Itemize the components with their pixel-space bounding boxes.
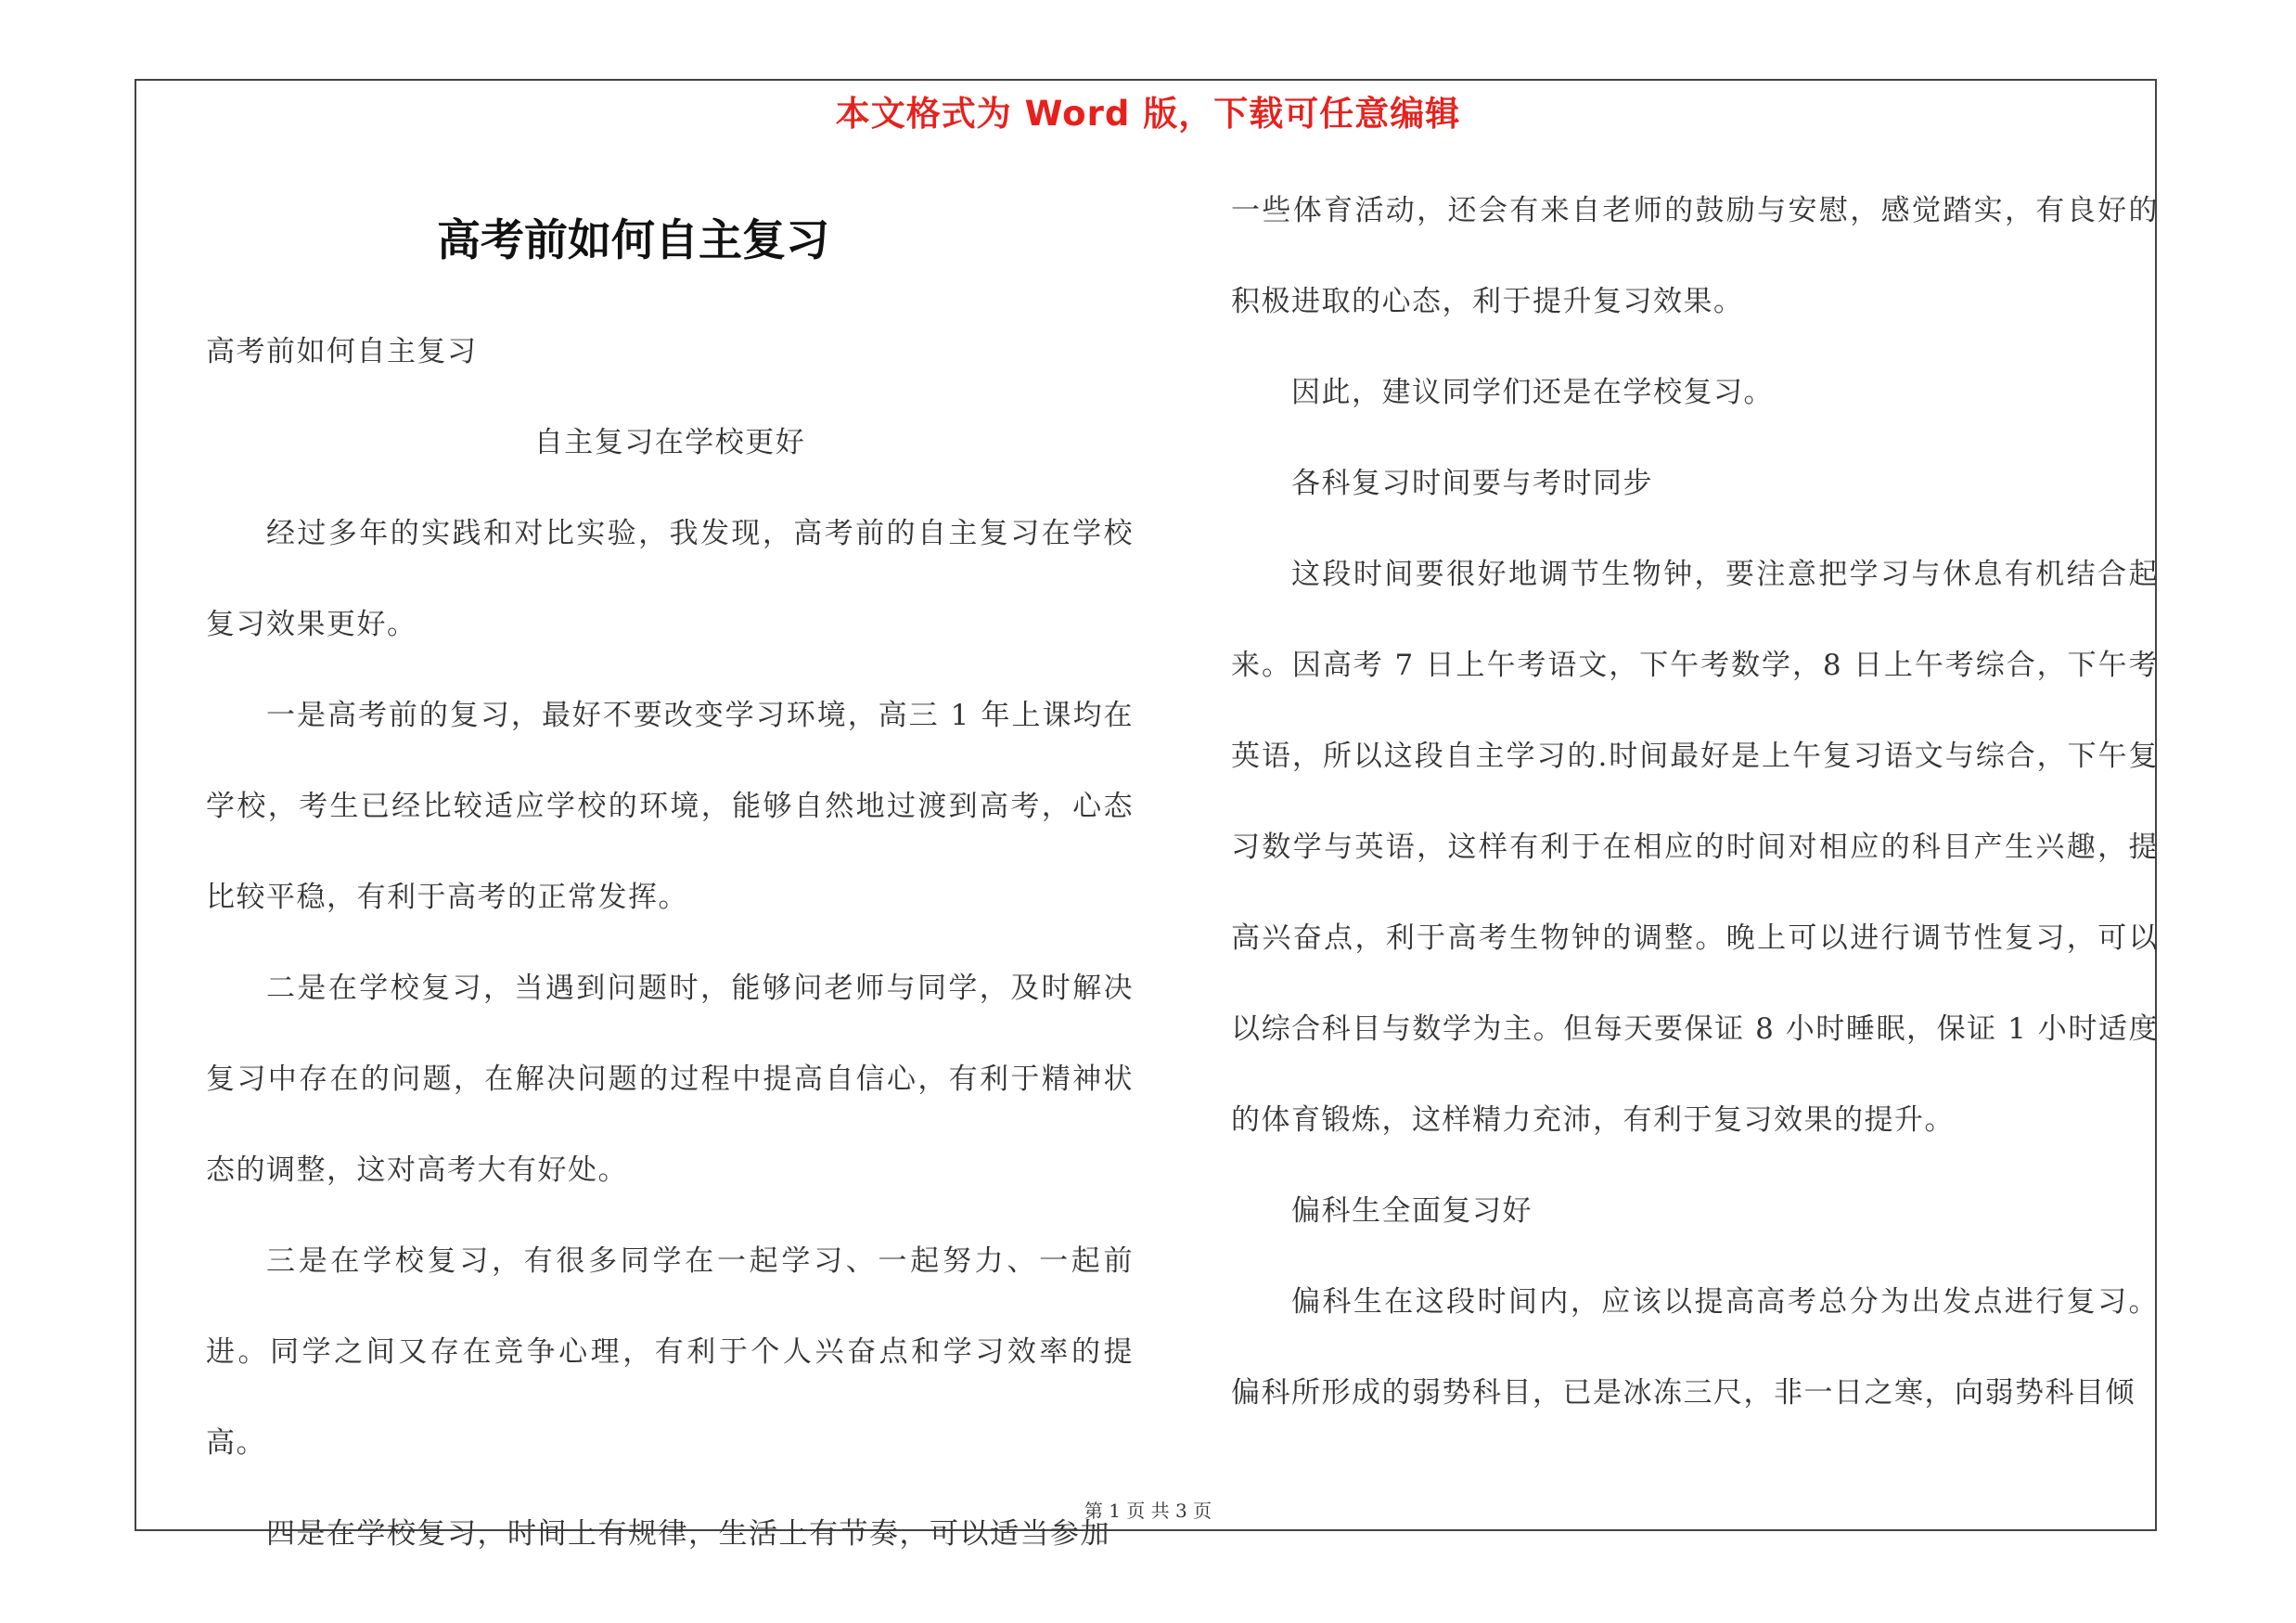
- paragraph: 三是在学校复习，有很多同学在一起学习、一起努力、一起前进。同学之间又存在竞争心理，有利于个人兴奋点和学习效率的提高。: [206, 1244, 1134, 1460]
- subtitle: 高考前如何自主复习: [206, 335, 478, 368]
- right-column: [1231, 165, 2159, 1438]
- paragraph: 偏科生在这段时间内，应该以提高高考总分为出发点进行复习。偏科所形成的弱势科目，已是冰冻三尺，非一日之寒，向弱势科目倾: [1231, 1285, 2159, 1410]
- paragraph: 因此，建议同学们还是在学校复习。: [1291, 376, 1774, 409]
- paragraph: 一是高考前的复习，最好不要改变学习环境，高三 1 年上课均在学校，考生已经比较适应学校的环境，能够自然地过渡到高考，心态比较平稳，有利于高考的正常发挥。: [206, 699, 1134, 914]
- format-banner: 本文格式为 Word 版，下载可任意编辑: [835, 94, 1461, 134]
- paragraph: 四是在学校复习，时间上有规律，生活上有节奏，可以适当参加: [266, 1517, 1110, 1551]
- paragraph: 经过多年的实践和对比实验，我发现，高考前的自主复习在学校复习效果更好。: [206, 517, 1134, 641]
- paragraph: 二是在学校复习，当遇到问题时，能够问老师与同学，及时解决复习中存在的问题，在解决问题的过程中提高自信心，有利于精神状态的调整，这对高考大有好处。: [206, 972, 1134, 1187]
- section-heading: 各科复习时间要与考时同步: [1291, 467, 1653, 500]
- paragraph: 这段时间要很好地调节生物钟，要注意把学习与休息有机结合起来。因高考 7 日上午考语文，下午考数学，8 日上午考综合，下午考英语，所以这段自主学习的.时间最好是上午复习语文与综合，下午复习数学与英语，这样有利于在相应的时间对相应的科目产生兴趣，提高兴奋点，利于高考生物钟的调整。晚上可以进行调节性复习，可以以综合科目与数学为主。但每天要保证 8 小时睡眠，保证 1 小时适度的体育锻炼，这样精力充沛，有利于复习效果的提升。: [1231, 558, 2159, 1137]
- document-title: 高考前如何自主复习: [437, 215, 829, 266]
- page-footer: 第 1 页 共 3 页: [1084, 1500, 1212, 1522]
- left-column: [206, 306, 1134, 1579]
- section-heading: 偏科生全面复习好: [1291, 1194, 1533, 1228]
- paragraph-continuation: 一些体育活动，还会有来自老师的鼓励与安慰，感觉踏实，有良好的积极进取的心态，利于提升复习效果。: [1231, 194, 2159, 318]
- section-heading: 自主复习在学校更好: [533, 426, 806, 459]
